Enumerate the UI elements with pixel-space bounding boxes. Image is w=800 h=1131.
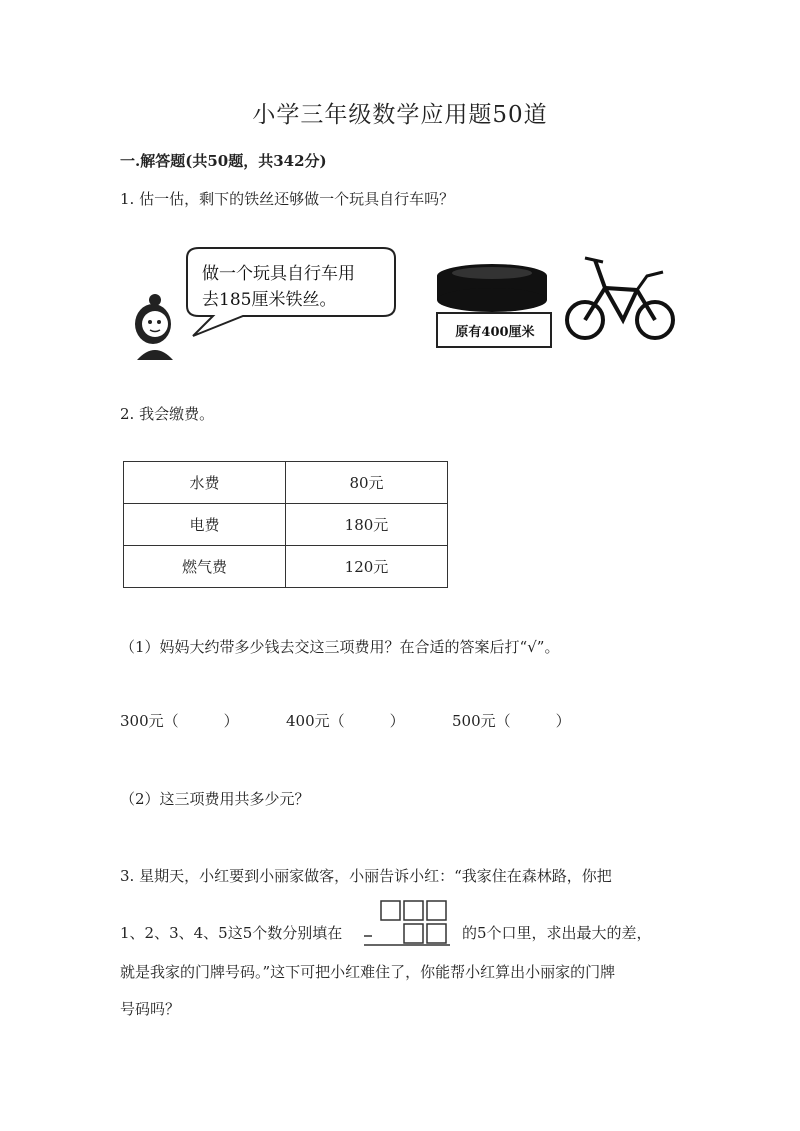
page-title: 小学三年级数学应用题50道: [252, 102, 548, 128]
bicycle-icon: [567, 258, 673, 338]
section-heading: 一.解答题(共50题，共342分): [120, 152, 327, 170]
fee-amount: 120元: [286, 546, 448, 588]
question-3-line-2a: 1、2、3、4、5这5个数分别填在: [120, 924, 343, 942]
answer-option-500[interactable]: 500元（ ）: [452, 712, 571, 730]
girl-icon: [135, 294, 173, 360]
fee-table: [123, 461, 448, 588]
digit-box: [404, 924, 423, 943]
digit-box: [404, 901, 423, 920]
question-1-text: 1. 估一估，剩下的铁丝还够做一个玩具自行车吗？: [120, 190, 455, 208]
question-3-line-2b: 的5个口里，求出最大的差，: [462, 924, 652, 942]
fee-item: 燃气费: [124, 546, 286, 588]
question-2-sub-2: （2）这三项费用共多少元？: [120, 790, 310, 808]
answer-option-400[interactable]: 400元（ ）: [286, 712, 405, 730]
speech-bubble-line-1: 做一个玩具自行车用: [202, 264, 355, 284]
answer-option-300[interactable]: 300元（ ）: [120, 712, 239, 730]
question-3-line-4: 号码吗？: [120, 1000, 181, 1018]
digit-box: [427, 901, 446, 920]
fee-item: 电费: [124, 504, 286, 546]
table-row: [124, 504, 448, 546]
question-3-line-1: 3. 星期天，小红要到小丽家做客，小丽告诉小红：“我家住在森林路，你把: [120, 867, 612, 885]
digit-box: [381, 901, 400, 920]
fee-amount: 80元: [286, 462, 448, 504]
subtraction-box-diagram: [364, 899, 454, 947]
fee-item: 水费: [124, 462, 286, 504]
digit-box: [427, 924, 446, 943]
question-2-text: 2. 我会缴费。: [120, 405, 215, 423]
wire-coil-icon: [437, 264, 547, 312]
question-3-line-3: 就是我家的门牌号码。”这下可把小红难住了，你能帮小红算出小丽家的门牌: [120, 963, 616, 981]
fee-amount: 180元: [286, 504, 448, 546]
coil-label: 原有400厘米: [455, 325, 535, 340]
speech-bubble-line-2: 去185厘米铁丝。: [202, 290, 337, 310]
table-row: [124, 462, 448, 504]
table-row: [124, 546, 448, 588]
question-2-sub-1: （1）妈妈大约带多少钱去交这三项费用？在合适的答案后打“√”。: [120, 638, 560, 656]
